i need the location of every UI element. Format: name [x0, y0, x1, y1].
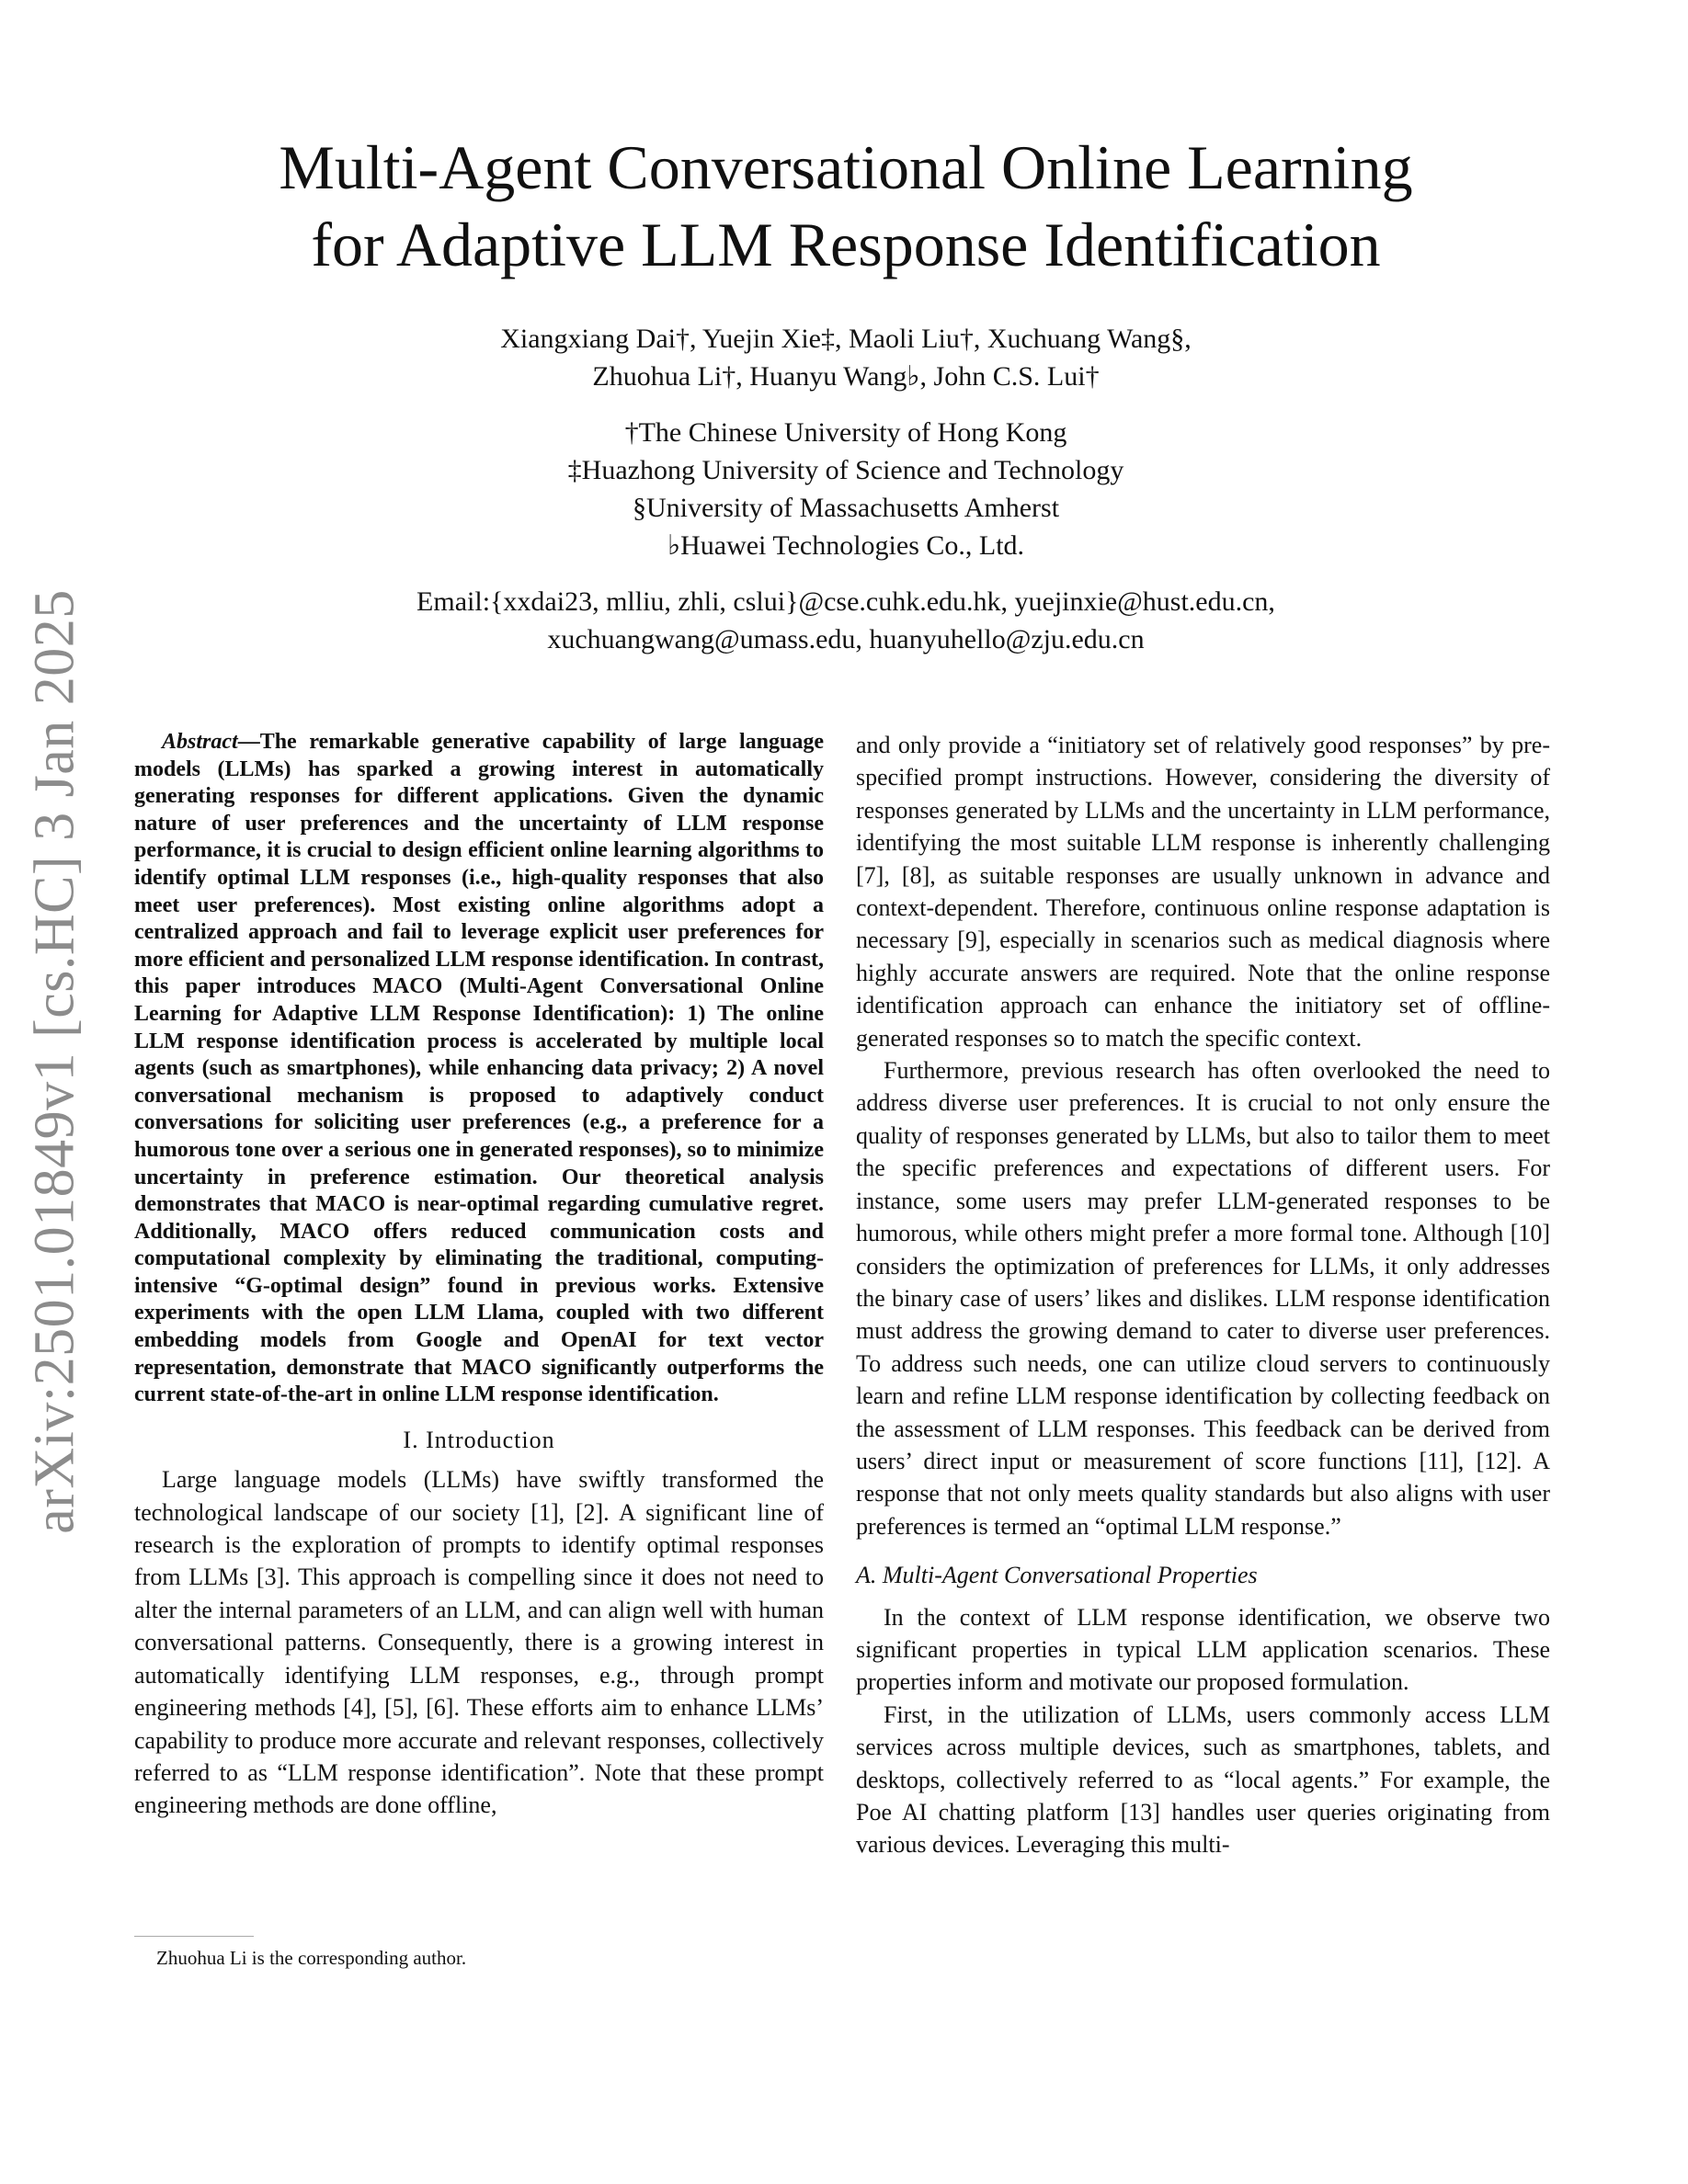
- subsection-heading: A. Multi-Agent Conversational Properties: [856, 1562, 1258, 1589]
- email-line-1: Email:{xxdai23, mlliu, zhli, cslui}@cse.cuhk.edu.hk, yuejinxie@hust.edu.cn,: [416, 586, 1275, 617]
- subsection-paragraph-2: First, in the utilization of LLMs, users commonly access LLM services across multiple devices, such as smartphones, tablets, and desktops, collectively referred to as “local agents.” For example, the Poe AI chatting platform [13] handles user queries originating from various devices. Leveraging this multi-: [856, 1701, 1550, 1859]
- paper-title: [147, 129, 1545, 283]
- affiliation-list: [147, 414, 1545, 564]
- affiliation-2: ‡Huazhong University of Science and Technology: [567, 455, 1124, 485]
- intro-paragraph-right-2: Furthermore, previous research has often overlooked the need to address diverse user preferences. It is crucial to not only ensure the quality of responses generated by LLMs, but also to tailor them to meet the specific preferences and expectations of different users. For instance, some users may prefer LLM-generated responses to be humorous, while others might prefer a more formal tone. Although [10] considers the optimization of preferences for LLMs, it only addresses the binary case of users’ likes and dislikes. LLM response identification must address the growing demand to cater to diverse user preferences. To address such needs, one can utilize cloud servers to continuously learn and refine LLM response identification by collecting feedback on the assessment of LLM responses. This feedback can be derived from users’ direct input or measurement of score functions [11], [12]. A response that not only meets quality standards but also aligns with user preferences is termed an “optimal LLM response.”: [856, 1057, 1550, 1540]
- paper-header: [147, 129, 1545, 658]
- intro-paragraph-right-1: and only provide a “initiatory set of relatively good responses” by pre-specified prompt instructions. However, considering the diversity of responses generated by LLMs and the uncertainty in LLM performance, identifying the most suitable LLM response is inherently challenging [7], [8], as suitable responses are usually unknown in advance and context-dependent. Therefore, continuous online response adaptation is necessary [9], especially in scenarios such as medical diagnosis where highly accurate answers are required. Note that the online response identification approach can enhance the initiatory set of offline-generated responses so to match the specific context.: [856, 732, 1550, 1052]
- abstract: [134, 729, 824, 1409]
- authors-line-1: Xiangxiang Dai†, Yuejin Xie‡, Maoli Liu†, Xuchuang Wang§,: [500, 324, 1192, 354]
- author-list: [147, 320, 1545, 395]
- authors-line-2: Zhuohua Li†, Huanyu Wang♭, John C.S. Lui†: [592, 361, 1100, 392]
- subsection-paragraph-1: In the context of LLM response identification, we observe two significant properties in typical LLM application scenarios. These properties inform and motivate our proposed formulation.: [856, 1603, 1550, 1696]
- affiliation-3: §University of Massachusetts Amherst: [632, 493, 1060, 523]
- email-line-2: xuchuangwang@umass.edu, huanyuhello@zju.edu.cn: [547, 624, 1145, 654]
- email-list: [147, 583, 1545, 658]
- left-column: [134, 729, 824, 1822]
- affiliation-1: †The Chinese University of Hong Kong: [624, 417, 1067, 448]
- abstract-text: —The remarkable generative capability of large language models (LLMs) has sparked a growing interest in automatically generating responses for different applications. Given the dynamic nature of user preferences and the uncertainty of LLM response performance, it is crucial to design efficient online learning algorithms to identify optimal LLM responses (i.e., high-quality responses that also meet user preferences). Most existing online algorithms adopt a centralized approach and fail to leverage explicit user preferences for more efficient and personalized LLM response identification. In contrast, this paper introduces MACO (Multi-Agent Conversational Online Learning for Adaptive LLM Response Identification): 1) The online LLM response identification process is accelerated by multiple local agents (such as smartphones), while enhancing data privacy; 2) A novel conversational mechanism is proposed to adaptively conduct conversations for soliciting user preferences (e.g., a preference for a humorous tone over a serious one in generated responses), so to minimize uncertainty in preference estimation. Our theoretical analysis demonstrates that MACO is near-optimal regarding cumulative regret. Additionally, MACO offers reduced communication costs and computational complexity by eliminating the traditional, computing-intensive “G-optimal design” found in previous works. Extensive experiments with the open LLM Llama, coupled with two different embedding models from Google and OpenAI for text vector representation, demonstrate that MACO significantly outperforms the current state-of-the-art in online LLM response identification.: [134, 730, 824, 1407]
- abstract-label: Abstract: [162, 730, 238, 754]
- intro-paragraph-1: Large language models (LLMs) have swiftly transformed the technological landscape of our society [1], [2]. A significant line of research is the exploration of prompts to identify optimal responses from LLMs [3]. This approach is compelling since it does not need to alter the internal parameters of an LLM, and can align well with human conversational patterns. Consequently, there is a growing interest in automatically identifying LLM responses, e.g., through prompt engineering methods [4], [5], [6]. These efforts aim to enhance LLMs’ capability to produce more accurate and relevant responses, collectively referred to as “LLM response identification”. Note that these prompt engineering methods are done offline,: [134, 1466, 824, 1819]
- arxiv-sidebar: [0, 588, 110, 1535]
- title-line-2: for Adaptive LLM Response Identification: [311, 210, 1381, 279]
- footnote-rule: [134, 1936, 254, 1937]
- section-heading-introduction: I. Introduction: [403, 1426, 555, 1453]
- arxiv-identifier: arXiv:2501.01849v1 [cs.HC] 3 Jan 2025: [23, 589, 86, 1534]
- title-line-1: Multi-Agent Conversational Online Learning: [279, 132, 1413, 202]
- right-column: [856, 729, 1550, 1861]
- affiliation-4: ♭Huawei Technologies Co., Ltd.: [667, 530, 1025, 561]
- footnote: Zhuohua Li is the corresponding author.: [156, 1947, 467, 1969]
